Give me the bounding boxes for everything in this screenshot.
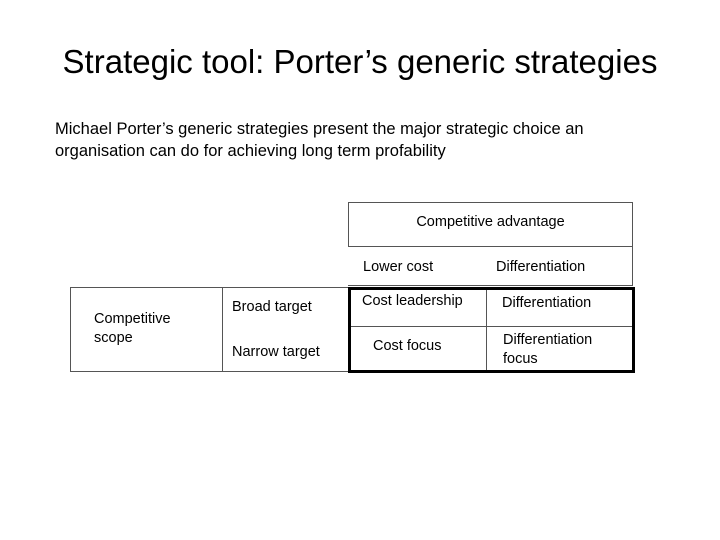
cell-box-bottom-border <box>348 370 635 373</box>
row-group-left-border <box>70 287 71 372</box>
column-header-lower-cost: Lower cost <box>363 259 434 275</box>
cell-box-column-divider <box>486 290 487 370</box>
row-group-top-border <box>70 287 350 288</box>
matrix-header-bottom-border <box>348 246 633 247</box>
column-header-bottom-border <box>348 285 633 286</box>
matrix-header-top-border <box>348 202 633 203</box>
cell-box-top-border <box>348 287 635 290</box>
slide-intro-text: Michael Porter’s generic strategies present the major strategic choice an organisation can do for achieving long term profability <box>55 120 584 160</box>
cell-differentiation-focus: Differentiation focus <box>503 332 593 367</box>
cell-box-left-border <box>348 287 351 373</box>
slide-title: Strategic tool: Porter’s generic strategies <box>62 43 658 80</box>
cell-differentiation: Differentiation <box>502 295 592 311</box>
column-header-differentiation: Differentiation <box>496 259 586 275</box>
cell-box-row-divider <box>351 326 632 327</box>
cell-cost-focus: Cost focus <box>373 338 442 354</box>
row-group-divider <box>222 287 223 372</box>
row-group-label: Competitive scope <box>94 311 171 346</box>
row-group-bottom-border <box>70 371 350 372</box>
cell-cost-leadership: Cost leadership <box>362 293 463 309</box>
cell-box-right-border <box>632 287 635 373</box>
row-label-narrow-target: Narrow target <box>232 344 320 360</box>
matrix-header-label: Competitive advantage <box>416 214 565 230</box>
row-label-broad-target: Broad target <box>232 299 312 315</box>
